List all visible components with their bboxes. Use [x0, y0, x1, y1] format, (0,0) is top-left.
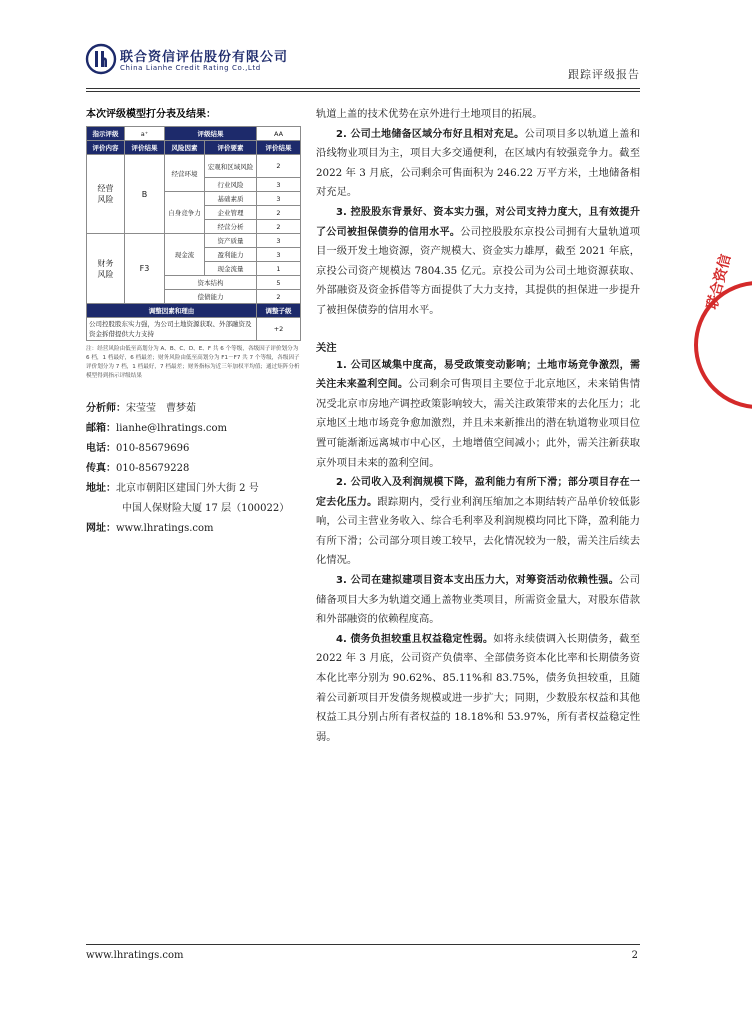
table-cell: +2	[257, 318, 301, 341]
table-note: 注：经营风险由低至高划分为 A、B、C、D、E、F 共 6 个等级，各级因子评价划分为 6 档，1 档最好，6 档最差；财务风险由低至高划分为 F1－F7 共 7 个等级，各级因子评价划分为 7 档，1 档最好，7 档最差；财务指标为近三年加权平均值；通过矩阵分析模型得到指示评级结果	[86, 346, 300, 379]
table-row	[87, 141, 301, 155]
table-cell: 基础素质	[205, 192, 257, 206]
table-cell: 资产质量	[205, 234, 257, 248]
paragraph	[316, 473, 640, 571]
table-cell: 资本结构	[165, 276, 257, 290]
paragraph-heading: 3. 控股股东背景好、资本实力强，对公司支持力度大，且有效提升了公司被担保债券的信用水平。	[316, 206, 640, 238]
paragraph-body: 公司储备项目大多为轨道交通上盖物业类项目，所需资金量大，对股东借款和外部融资的依赖程度高。	[316, 574, 640, 626]
table-cell: 宏观和区域风险	[205, 155, 257, 178]
address-label: 地址：	[86, 483, 116, 494]
svg-text:联合资信: 联合资信	[704, 252, 735, 312]
table-cell: 盈利能力	[205, 248, 257, 262]
table-cell: B	[125, 155, 165, 234]
table-cell: 经营 风险	[87, 155, 125, 234]
address-line-1: 北京市朝阳区建国门外大街 2 号	[116, 483, 259, 494]
table-cell: 2	[257, 206, 301, 220]
paragraph	[316, 356, 640, 474]
fax-label: 传真：	[86, 463, 116, 474]
email-label: 邮箱：	[86, 423, 116, 434]
fax-value: 010-85679228	[116, 463, 190, 474]
table-header-cell: 评价结果	[257, 141, 301, 155]
table-cell: 自身竞争力	[165, 192, 205, 234]
company-name-cn: 联合资信评估股份有限公司	[120, 50, 289, 65]
table-header-cell: 评价内容	[87, 141, 125, 155]
paragraph	[316, 125, 640, 203]
table-cell: 5	[257, 276, 301, 290]
paragraph-body: 公司项目多以轨道上盖和沿线物业项目为主，项目大多交通便利，在区域内有较强竞争力。截至 2022 年 3 月底，公司剩余可售面积为 246.22 万平方米，土地储备相对充足。	[316, 127, 641, 199]
contact-row	[86, 459, 300, 479]
table-cell: 指示评级	[87, 127, 125, 141]
paragraph-heading: 3. 公司在建拟建项目资本支出压力大，对筹资活动依赖性强。	[336, 575, 620, 587]
table-row	[87, 304, 301, 318]
page-header	[86, 40, 640, 88]
table-cell: 2	[257, 155, 301, 178]
contact-row	[86, 519, 300, 539]
table-header-cell: 调整子级	[257, 304, 301, 318]
left-column	[86, 105, 300, 539]
table-cell: 2	[257, 290, 301, 304]
paragraph-body: 跟踪期内，受行业利润压缩加之本期结转产品单价较低影响，公司主营业务收入、综合毛利率及利润规模均同比下降，盈利能力有所下滑；公司部分项目竣工较早，去化情况较为一般，需关注后续去化情况。	[316, 495, 641, 567]
company-seal-icon	[692, 250, 752, 440]
paragraph-body: 公司剩余可售项目主要位于北京地区，未来销售情况受北京市房地产调控政策影响较大，需关注政策带来的去化压力；北京地区土地市场竞争愈加激烈，并且未来新推出的潜在轨道物业项目位置可能渐渐远离城市中心区，土地增值空间减小；此外，需关注新获取京外项目未来的盈利空间。	[316, 378, 641, 469]
header-rule-secondary	[86, 91, 640, 92]
company-logo-icon	[86, 44, 116, 74]
contact-block	[86, 399, 300, 539]
table-cell: 3	[257, 248, 301, 262]
table-cell: 财务 风险	[87, 234, 125, 304]
website-label: 网址：	[86, 523, 116, 534]
table-cell: 评级结果	[165, 127, 257, 141]
table-header-cell: 评价结果	[125, 141, 165, 155]
table-header-cell: 风险因素	[165, 141, 205, 155]
table-row	[87, 318, 301, 341]
paragraph-heading: 1. 公司区域集中度高，易受政策变动影响；土地市场竞争激烈，需关注未来盈利空间。	[316, 359, 640, 391]
paragraph-heading: 4. 债务负担较重且权益稳定性弱。	[336, 633, 494, 645]
table-cell: 偿债能力	[165, 290, 257, 304]
table-cell: 企业管理	[205, 206, 257, 220]
paragraph	[316, 571, 640, 630]
concerns-heading: 关注	[316, 341, 337, 354]
address-line-2: 中国人保财险大厦 17 层（100022）	[122, 503, 290, 514]
website-link[interactable]: www.lhratings.com	[116, 523, 214, 534]
table-row	[87, 234, 301, 248]
table-cell: 经营分析	[205, 220, 257, 234]
table-row	[87, 127, 301, 141]
table-cell: 公司控股股东实力强，为公司土地资源获取、外部融资及资金拆借提供大力支持	[87, 318, 257, 341]
paragraph	[316, 630, 640, 748]
table-cell: 现金流量	[205, 262, 257, 276]
analyst-label: 分析师：	[86, 403, 126, 414]
paragraph	[316, 203, 640, 321]
contact-row	[86, 439, 300, 459]
table-cell: 3	[257, 234, 301, 248]
contact-row	[86, 479, 300, 499]
email-link[interactable]: lianhe@lhratings.com	[116, 423, 228, 434]
table-cell: 2	[257, 220, 301, 234]
table-cell: 1	[257, 262, 301, 276]
table-cell: AA	[257, 127, 301, 141]
table-cell: a⁺	[125, 127, 165, 141]
paragraph-body: 如将永续债调入长期债务，截至 2022 年 3 月底，公司资产负债率、全部债务资本化比率和长期债务资本化比率分别为 90.62%、85.11%和 83.75%，债务负担较重，且随着公司新项目开发债务规模或进一步扩大；同期，少数股东权益和其他权益工具分别占所有者权益的 18.18%和 53.97%，所有者权益稳定性弱。	[316, 632, 641, 743]
contact-row	[86, 399, 300, 419]
analyst-names: 宋莹莹 曹梦茹	[126, 403, 196, 414]
table-cell: F3	[125, 234, 165, 304]
table-cell: 3	[257, 192, 301, 206]
table-cell: 现金流	[165, 234, 205, 276]
table-row	[87, 155, 301, 178]
table-cell: 行业风险	[205, 178, 257, 192]
contact-row	[86, 419, 300, 439]
phone-label: 电话：	[86, 443, 116, 454]
table-header-cell: 调整因素和理由	[87, 304, 257, 318]
paragraph: 轨道上盖的技术优势在京外进行土地项目的拓展。	[316, 108, 543, 120]
table-header-cell: 评价要素	[205, 141, 257, 155]
rating-model-table	[86, 126, 301, 341]
table-cell: 经营环境	[165, 155, 205, 192]
company-name-en: China Lianhe Credit Rating Co.,Ltd	[120, 64, 261, 72]
table-cell: 3	[257, 178, 301, 192]
footer-website-link[interactable]: www.lhratings.com	[86, 950, 184, 961]
report-type: 跟踪评级报告	[568, 68, 640, 81]
paragraph-heading: 2. 公司收入及利润规模下降，盈利能力有所下滑；部分项目存在一定去化压力。	[316, 477, 640, 508]
page-number: 2	[631, 950, 638, 961]
footer-rule	[86, 944, 640, 945]
model-score-title: 本次评级模型打分表及结果：	[86, 109, 216, 120]
header-rule	[86, 88, 640, 89]
right-column	[316, 105, 640, 747]
phone-value: 010-85679696	[116, 443, 190, 454]
paragraph-heading: 2. 公司土地储备区域分布好且相对充足。	[336, 128, 525, 140]
paragraph-body: 公司控股股东京投公司拥有大量轨道项目一级开发土地资源，资产规模大、资金实力雄厚，截至 2021 年底，京投公司资产规模达 7804.35 亿元。京投公司为公司土地资源获取、外部融资及资金拆借等方面提供了大力支持，其提供的担保进一步提升了被担保债券的信用水平。	[316, 225, 641, 316]
